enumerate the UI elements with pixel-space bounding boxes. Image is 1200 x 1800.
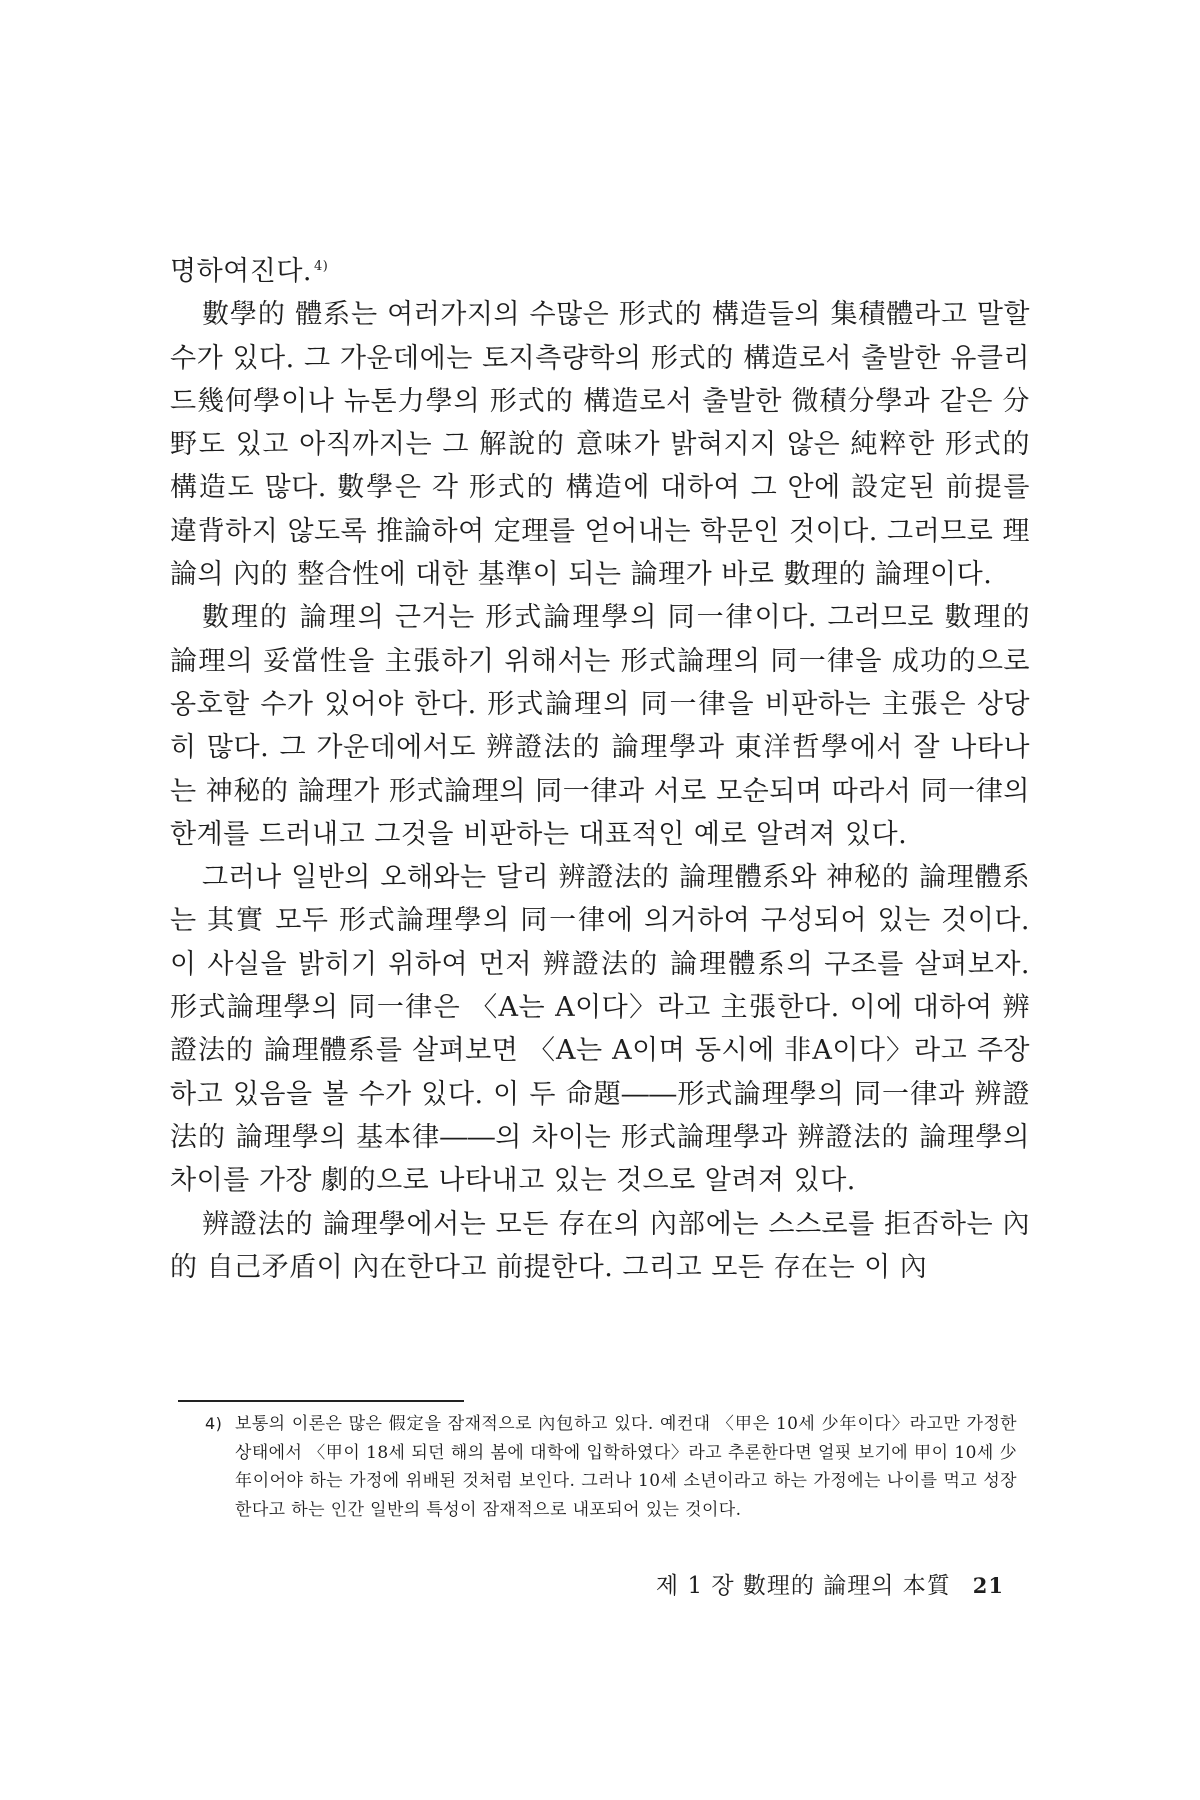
footnote-text: 보통의 이론은 많은 假定을 잠재적으로 內包하고 있다. 예컨대 〈甲은 10세 少年이다〉라고만 가정한 상태에서 〈甲이 18세 되던 해의 봄에 대학에 입학하였다〉라고 추론한다면 얼핏 보기에 甲이 10세 少年이어야 하는 가정에 위배된 것처럼 보인다. 그러나 10세 소년이라고 하는 가정에는 나이를 먹고 성장한다고 하는 인간 일반의 특성이 잠재적으로 내포되어 있는 것이다. [235,1414,1017,1520]
paragraph-text: 명하여진다. [170,256,312,287]
paragraph: 辨證法的 論理學에서는 모든 存在의 內部에는 스스로를 拒否하는 內的 自己矛盾이 內在한다고 前提한다. 그리고 모든 存在는 이 內 [170,1208,1030,1283]
page-number: 21 [972,1573,1004,1598]
paragraph: 그러나 일반의 오해와는 달리 辨證法的 論理體系와 神秘的 論理體系는 其實 모두 形式論理學의 同一律에 의거하여 구성되어 있는 것이다. 이 사실을 밝히기 위하여 먼저 辨證法的 論理體系의 구조를 살펴보자. 形式論理學의 同一律은 〈A는 A이다〉라고 主張한다. 이에 대하여 辨證法的 論理體系를 살펴보면 〈A는 A이며 동시에 非A이다〉라고 주장하고 있음을 볼 수가 있다. 이 두 命題――形式論理學의 同一律과 辨證法的 論理學의 基本律――의 차이는 形式論理學과 辨證法的 論理學의 차이를 가장 劇的으로 나타내고 있는 것으로 알려져 있다. [170,862,1030,1197]
footnote-reference[interactable]: 4) [314,259,329,274]
paragraph: 數學的 體系는 여러가지의 수많은 形式的 構造들의 集積體라고 말할 수가 있다. 그 가운데에는 토지측량학의 形式的 構造로서 출발한 유클리드幾何學이나 뉴톤力學의 形式的 構造로서 출발한 微積分學과 같은 分野도 있고 아직까지는 그 解說的 意味가 밝혀지지 않은 純粹한 形式的 構造도 많다. 數學은 각 形式的 構造에 대하여 그 안에 設定된 前提를 違背하지 않도록 推論하여 定理를 얻어내는 학문인 것이다. 그러므로 理論의 內的 整合性에 대한 基準이 되는 論理가 바로 數理的 論理이다. [170,299,1030,591]
footnote [205,1410,1017,1524]
chapter-title: 제 1 장 數理的 論理의 本質 [655,1573,951,1599]
footnote-number: 4) [205,1414,223,1433]
paragraph: 數理的 論理의 근거는 形式論理學의 同一律이다. 그러므로 數理的 論理의 妥當性을 主張하기 위해서는 形式論理의 同一律을 成功的으로 옹호할 수가 있어야 한다. 形式論理의 同一律을 비판하는 主張은 상당히 많다. 그 가운데에서도 辨證法的 論理學과 東洋哲學에서 잘 나타나는 神秘的 論理가 形式論理의 同一律과 서로 모순되며 따라서 同一律의 한계를 드러내고 그것을 비판하는 대표적인 예로 알려져 있다. [170,602,1030,850]
main-text [170,250,1030,1289]
paragraph-continuation [170,250,1030,293]
footnote-divider [178,1400,464,1402]
running-footer [656,1567,1004,1600]
